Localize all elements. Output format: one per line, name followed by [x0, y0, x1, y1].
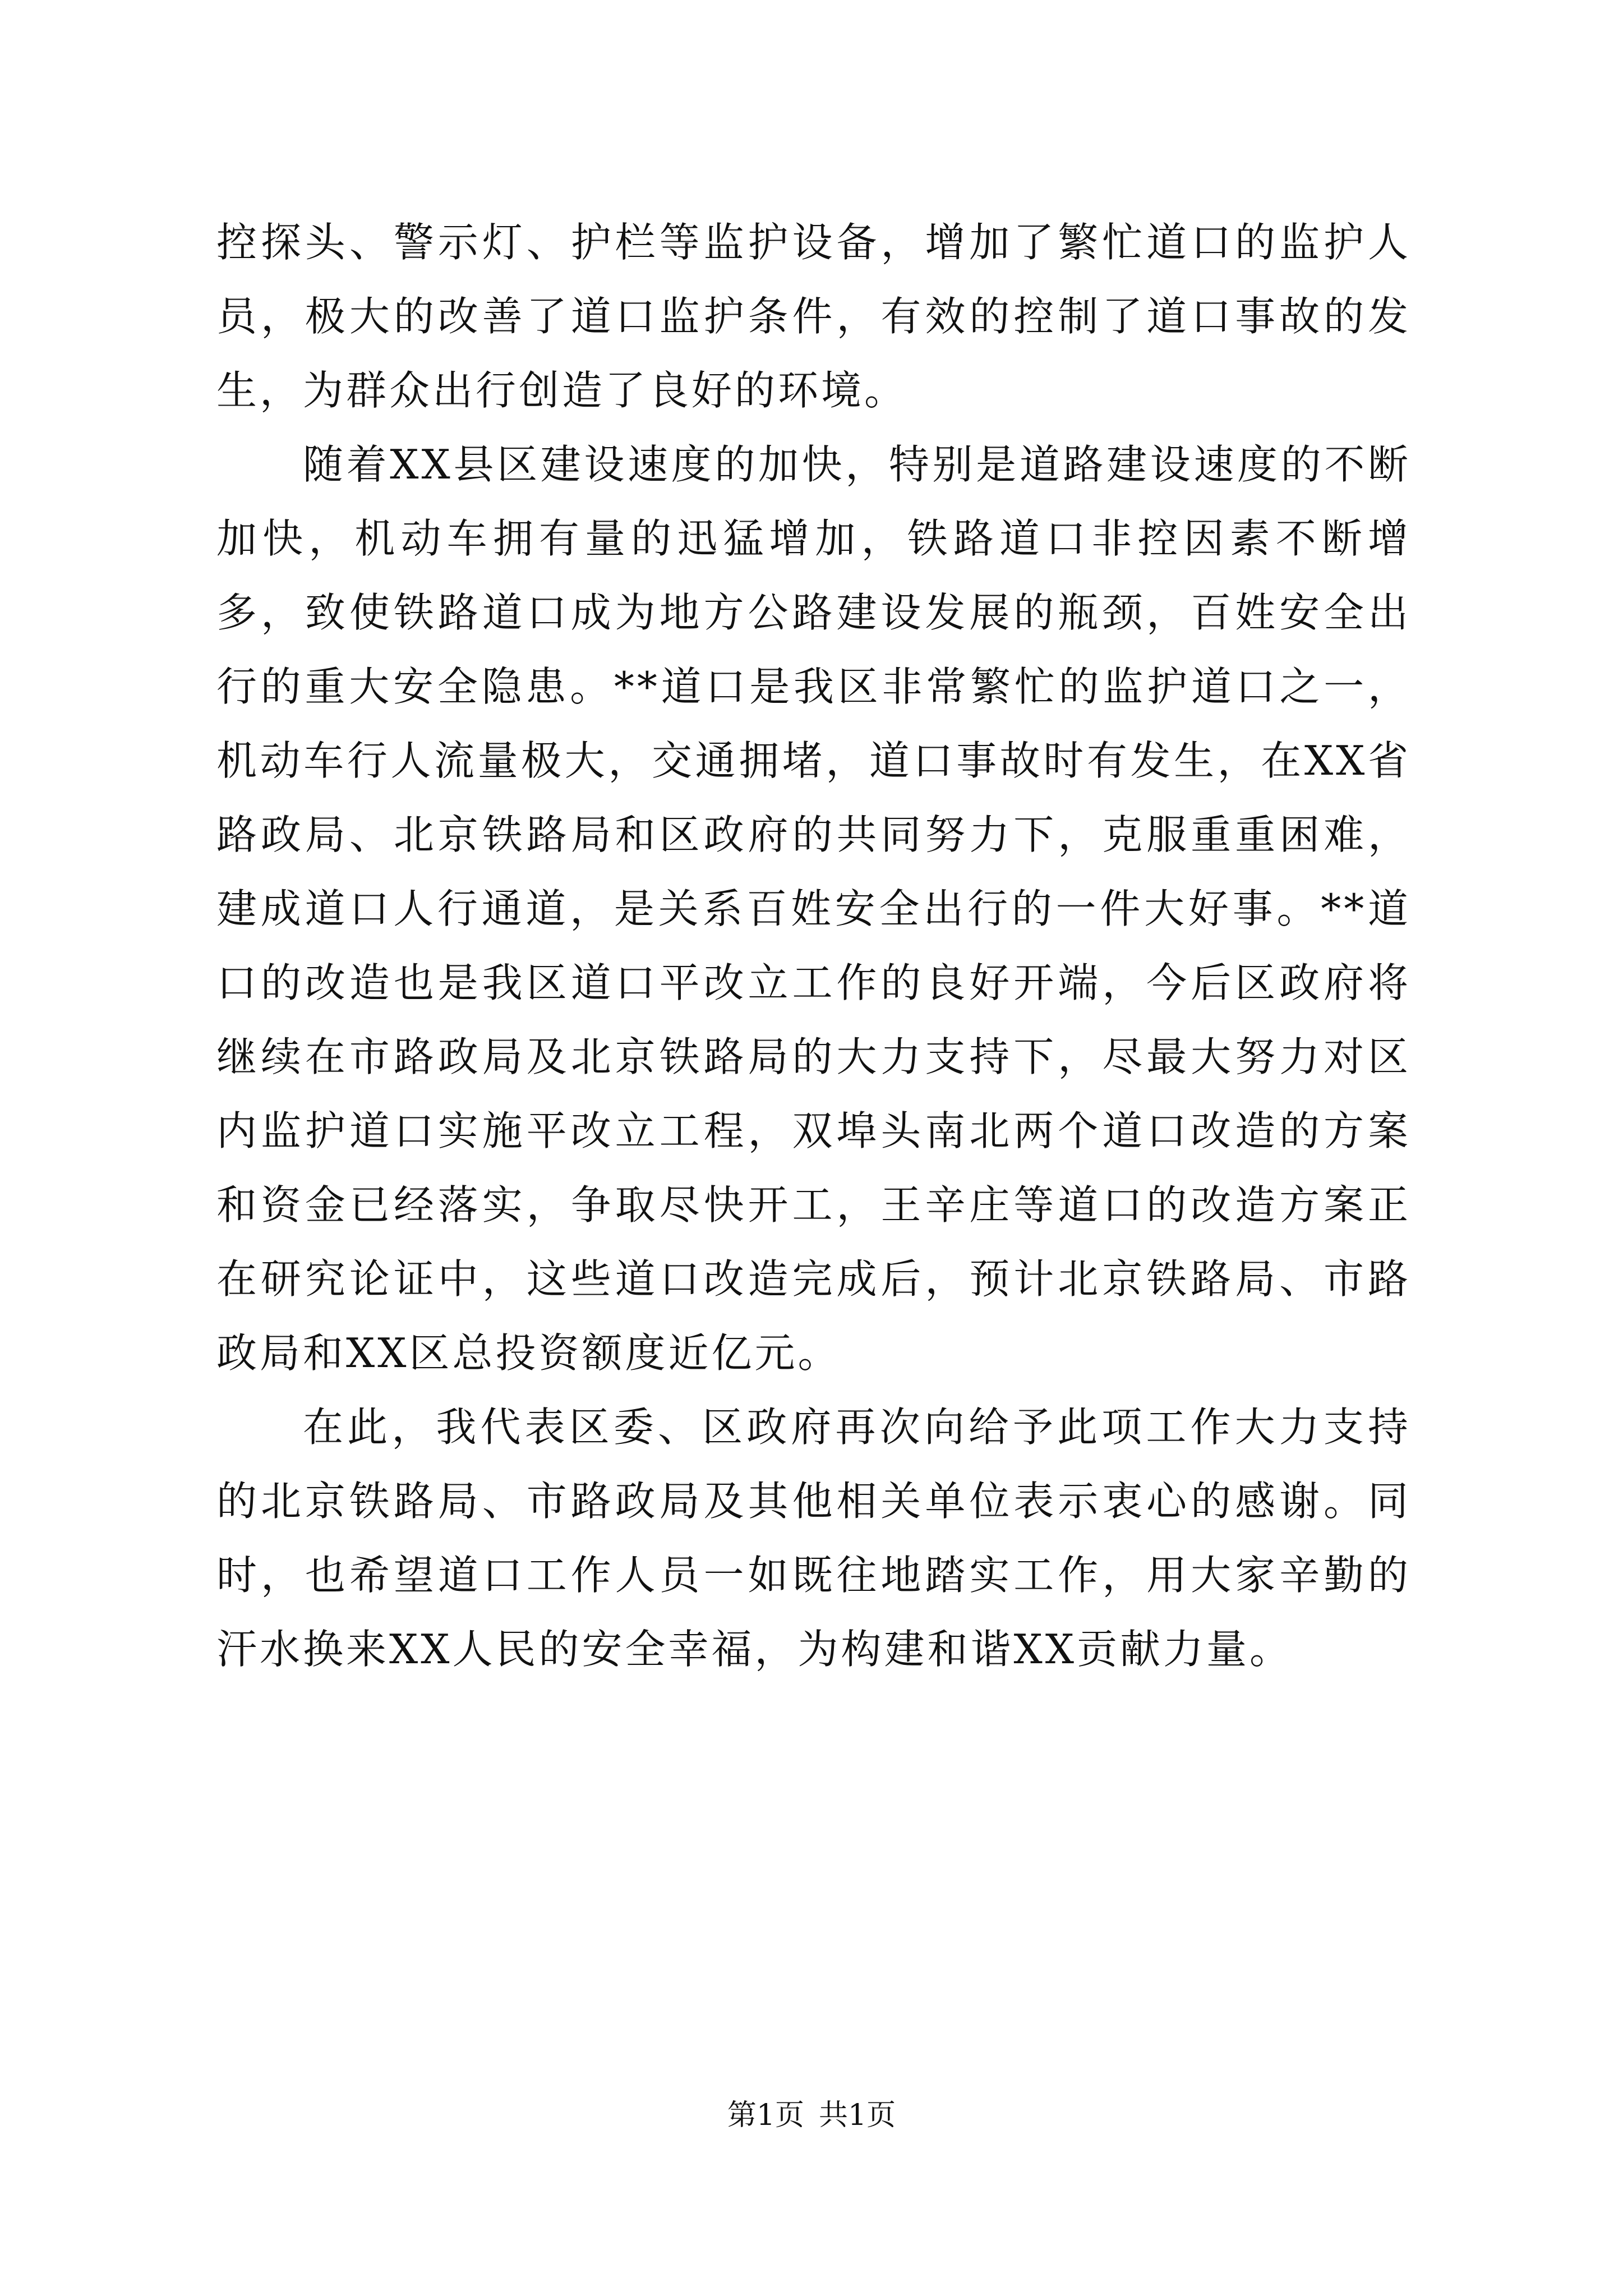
- paragraph-thanks: 在此，我代表区委、区政府再次向给予此项工作大力支持的北京铁路局、市路政局及其他相关单位表示衷心的感谢。同时，也希望道口工作人员一如既往地踏实工作，用大家辛勤的汗水换来XX人民的安全幸福，为构建和谐XX贡献力量。: [216, 1404, 1411, 1673]
- paragraph-railway-crossing: 随着XX县区建设速度的加快，特别是道路建设速度的不断加快，机动车拥有量的迅猛增加，铁路道口非控因素不断增多，致使铁路道口成为地方公路建设发展的瓶颈，百姓安全出行的重大安全隐患。**道口是我区非常繁忙的监护道口之一，机动车行人流量极大，交通拥堵，道口事故时有发生，在XX省路政局、北京铁路局和区政府的共同努力下，克服重重困难，建成道口人行通道，是关系百姓安全出行的一件大好事。**道口的改造也是我区道口平改立工作的良好开端，今后区政府将继续在市路政局及北京铁路局的大力支持下，尽最大努力对区内监护道口实施平改立工程，双埠头南北两个道口改造的方案和资金已经落实，争取尽快开工，王辛庄等道口的改造方案正在研究论证中，这些道口改造完成后，预计北京铁路局、市路政局和XX区总投资额度近亿元。: [216, 441, 1411, 1377]
- page-number: 第1页: [727, 2099, 804, 2132]
- body-text: [216, 205, 1411, 1686]
- paragraph-continuation: 控探头、警示灯、护栏等监护设备，增加了繁忙道口的监护人员，极大的改善了道口监护条件，有效的控制了道口事故的发生，为群众出行创造了良好的环境。: [216, 219, 1411, 414]
- page-total: 共1页: [819, 2099, 896, 2132]
- page-footer: [0, 2096, 1623, 2135]
